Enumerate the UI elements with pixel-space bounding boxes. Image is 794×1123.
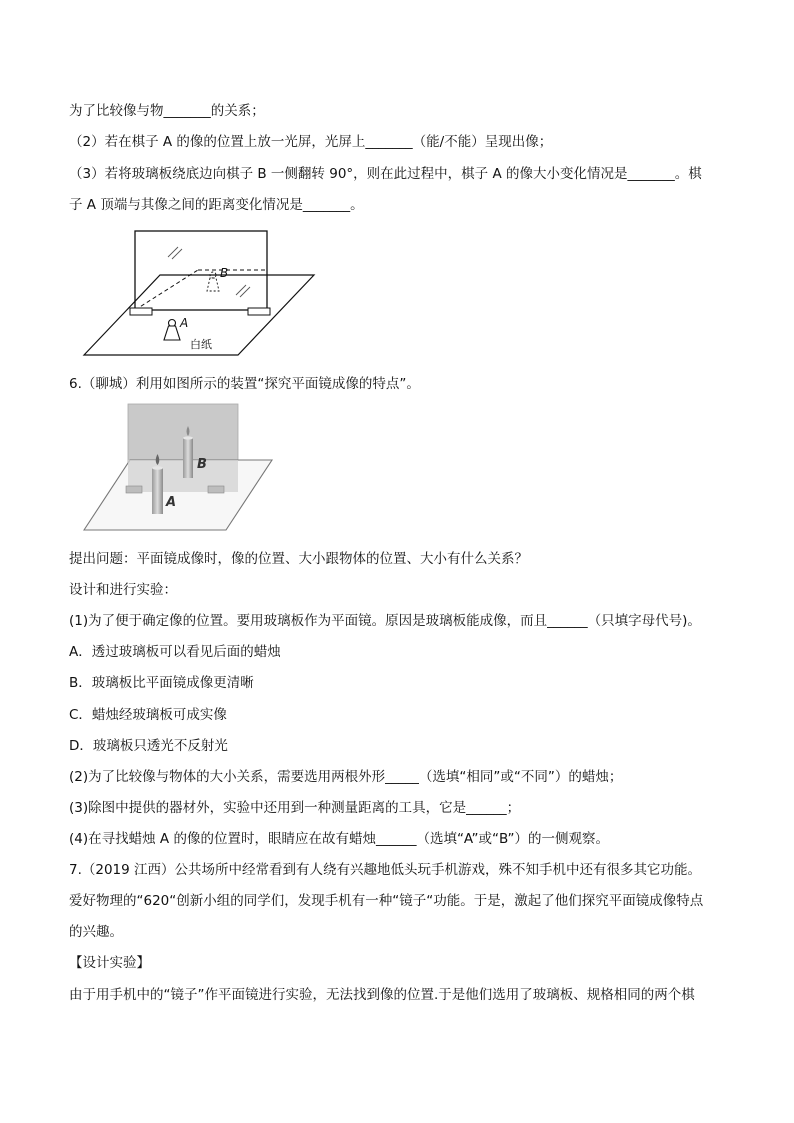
q5-part3-line-1: （3）若将玻璃板绕底边向棋子 B 一侧翻转 90°，则在此过程中，棋子 A 的像大小变化情况是_______。棋 — [69, 166, 702, 182]
q6-design-line: 设计和进行实验： — [69, 582, 177, 598]
right-clip — [208, 486, 224, 493]
q6-part2-line: (2)为了比较像与物体的大小关系，需要选用两根外形_____（选填“相同”或“不同”）的蜡烛； — [69, 769, 623, 785]
q6-option-b: B．玻璃板比平面镜成像更清晰 — [69, 675, 254, 691]
q6-part4-line: (4)在寻找蜡烛 A 的像的位置时，眼睛应在故有蜡烛______（选填“A”或“B”）的一侧观察。 — [69, 831, 610, 847]
q6-part1-line: (1)为了便于确定像的位置。要用玻璃板作为平面镜。原因是玻璃板能成像，而且______（只填字母代号)。 — [69, 613, 701, 629]
q7-line-3: 的兴趣。 — [69, 924, 123, 940]
q6-option-c: C．蜡烛经玻璃板可成实像 — [69, 707, 227, 723]
candle-glass-plate-figure — [80, 402, 280, 534]
q6-option-d: D．玻璃板只透光不反射光 — [69, 738, 228, 754]
right-clip — [248, 308, 270, 315]
q5-text-line-1: 为了比较像与物_______的关系； — [69, 103, 265, 119]
q7-line-4: 由于用手机中的“镜子”作平面镜进行实验，无法找到像的位置.于是他们选用了玻璃板、规格相同的两个棋 — [69, 987, 695, 1003]
label-a: A — [166, 495, 177, 510]
q6-question-line: 提出问题：平面镜成像时，像的位置、大小跟物体的位置、大小有什么关系？ — [69, 551, 528, 567]
q7-section-title: 【设计实验】 — [69, 955, 150, 971]
glass-base-dashed — [135, 270, 198, 310]
q6-part3-line: (3)除图中提供的器材外，实验中还用到一种测量距离的工具，它是______； — [69, 800, 521, 816]
chess-glass-plate-figure — [80, 225, 320, 360]
label-white-paper: 白纸 — [190, 338, 212, 351]
q5-part2-line: （2）若在棋子 A 的像的位置上放一光屏，光屏上_______（能/不能）呈现出像； — [69, 134, 553, 150]
q7-line-2: 爱好物理的“620“创新小组的同学们，发现手机有一种“镜子“功能。于是，激起了他们探究平面镜成像特点 — [69, 893, 704, 909]
label-a: A — [180, 316, 189, 330]
chess-piece-a — [164, 320, 180, 341]
q6-header: 6.（聊城）利用如图所示的装置“探究平面镜成像的特点”。 — [69, 376, 420, 392]
label-b: B — [220, 266, 229, 280]
q6-option-a: A．透过玻璃板可以看见后面的蜡烛 — [69, 644, 281, 660]
label-b: B — [197, 457, 207, 472]
left-clip — [130, 308, 152, 315]
left-clip — [126, 486, 142, 493]
q7-line-1: 7.（2019 江西）公共场所中经常看到有人绕有兴趣地低头玩手机游戏，殊不知手机中还有很多其它功能。 — [69, 862, 702, 878]
q5-part3-line-2: 子 A 顶端与其像之间的距离变化情况是_______。 — [69, 197, 364, 213]
